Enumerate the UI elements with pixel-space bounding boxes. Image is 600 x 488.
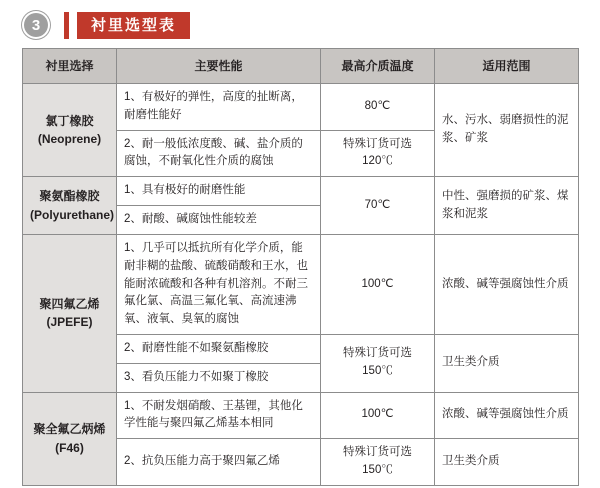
- step-number-badge: 3: [22, 11, 50, 39]
- temperature-cell: 特殊订货可选120℃: [321, 130, 435, 177]
- lining-name-cn: 聚四氟乙烯: [39, 296, 100, 311]
- lining-selection-table: [22, 48, 579, 486]
- temperature-cell: 100℃: [321, 392, 435, 439]
- scope-cell: 水、污水、弱磨损性的泥浆、矿浆: [435, 84, 579, 177]
- table-row: [23, 392, 579, 439]
- column-header-lining: 衬里选择: [23, 49, 117, 84]
- lining-name-cn: 氯丁橡胶: [45, 113, 94, 128]
- lining-name-cn: 聚氨酯橡胶: [39, 188, 100, 203]
- table-row: [23, 84, 579, 131]
- lining-name-en: (JPEFE): [46, 315, 93, 330]
- title-accent-bar: [64, 12, 69, 39]
- column-header-performance: 主要性能: [117, 49, 321, 84]
- scope-cell: 卫生类介质: [435, 334, 579, 392]
- page-title-wrap: [64, 12, 190, 39]
- lining-name-en: (Polyurethane): [30, 207, 115, 222]
- page-header: [0, 0, 600, 40]
- lining-name-jpefe: [23, 234, 117, 392]
- column-header-temperature: 最高介质温度: [321, 49, 435, 84]
- lining-name-cn: 聚全氟乙炳烯: [33, 422, 106, 437]
- performance-cell: 2、耐酸、碱腐蚀性能较差: [117, 206, 321, 235]
- scope-cell: 浓酸、碱等强腐蚀性介质: [435, 234, 579, 334]
- scope-cell: 浓酸、碱等强腐蚀性介质: [435, 392, 579, 439]
- temperature-cell: 100℃: [321, 234, 435, 334]
- performance-cell: 1、几乎可以抵抗所有化学介质，能耐非糊的盐酸、硫酸硝酸和王水，也能耐浓硫酸和各种有机溶剂。不耐三氟化氯、高温三氟化氧、高流速沸氧、液氧、臭氧的腐蚀: [117, 234, 321, 334]
- performance-cell: 2、抗负压能力高于聚四氟乙烯: [117, 439, 321, 486]
- lining-name-neoprene: [23, 84, 117, 177]
- lining-name-f46: [23, 392, 117, 485]
- performance-cell: 2、耐一般低浓度酸、碱、盐介质的腐蚀，不耐氧化性介质的腐蚀: [117, 130, 321, 177]
- lining-table-wrap: [22, 48, 578, 486]
- performance-cell: 1、不耐发烟硝酸、王基锂，其他化学性能与聚四氟乙烯基本相同: [117, 392, 321, 439]
- temperature-cell: 特殊订货可选150℃: [321, 334, 435, 392]
- table-row: [23, 234, 579, 334]
- page-title: 衬里选型表: [77, 12, 190, 39]
- lining-name-en: (Neoprene): [37, 132, 102, 147]
- temperature-cell: 80℃: [321, 84, 435, 131]
- scope-cell: 卫生类介质: [435, 439, 579, 486]
- performance-cell: 3、看负压能力不如聚丁橡胶: [117, 363, 321, 392]
- table-header-row: [23, 49, 579, 84]
- performance-cell: 1、具有极好的耐磨性能: [117, 177, 321, 206]
- performance-cell: 1、有极好的弹性，高度的扯断离，耐磨性能好: [117, 84, 321, 131]
- temperature-cell: 特殊订货可选150℃: [321, 439, 435, 486]
- scope-cell: 中性、强磨损的矿浆、煤浆和泥浆: [435, 177, 579, 235]
- table-row: [23, 177, 579, 206]
- column-header-scope: 适用范围: [435, 49, 579, 84]
- lining-name-polyurethane: [23, 177, 117, 235]
- lining-name-en: (F46): [55, 440, 84, 455]
- performance-cell: 2、耐磨性能不如聚氨酯橡胶: [117, 334, 321, 363]
- temperature-cell: 70℃: [321, 177, 435, 235]
